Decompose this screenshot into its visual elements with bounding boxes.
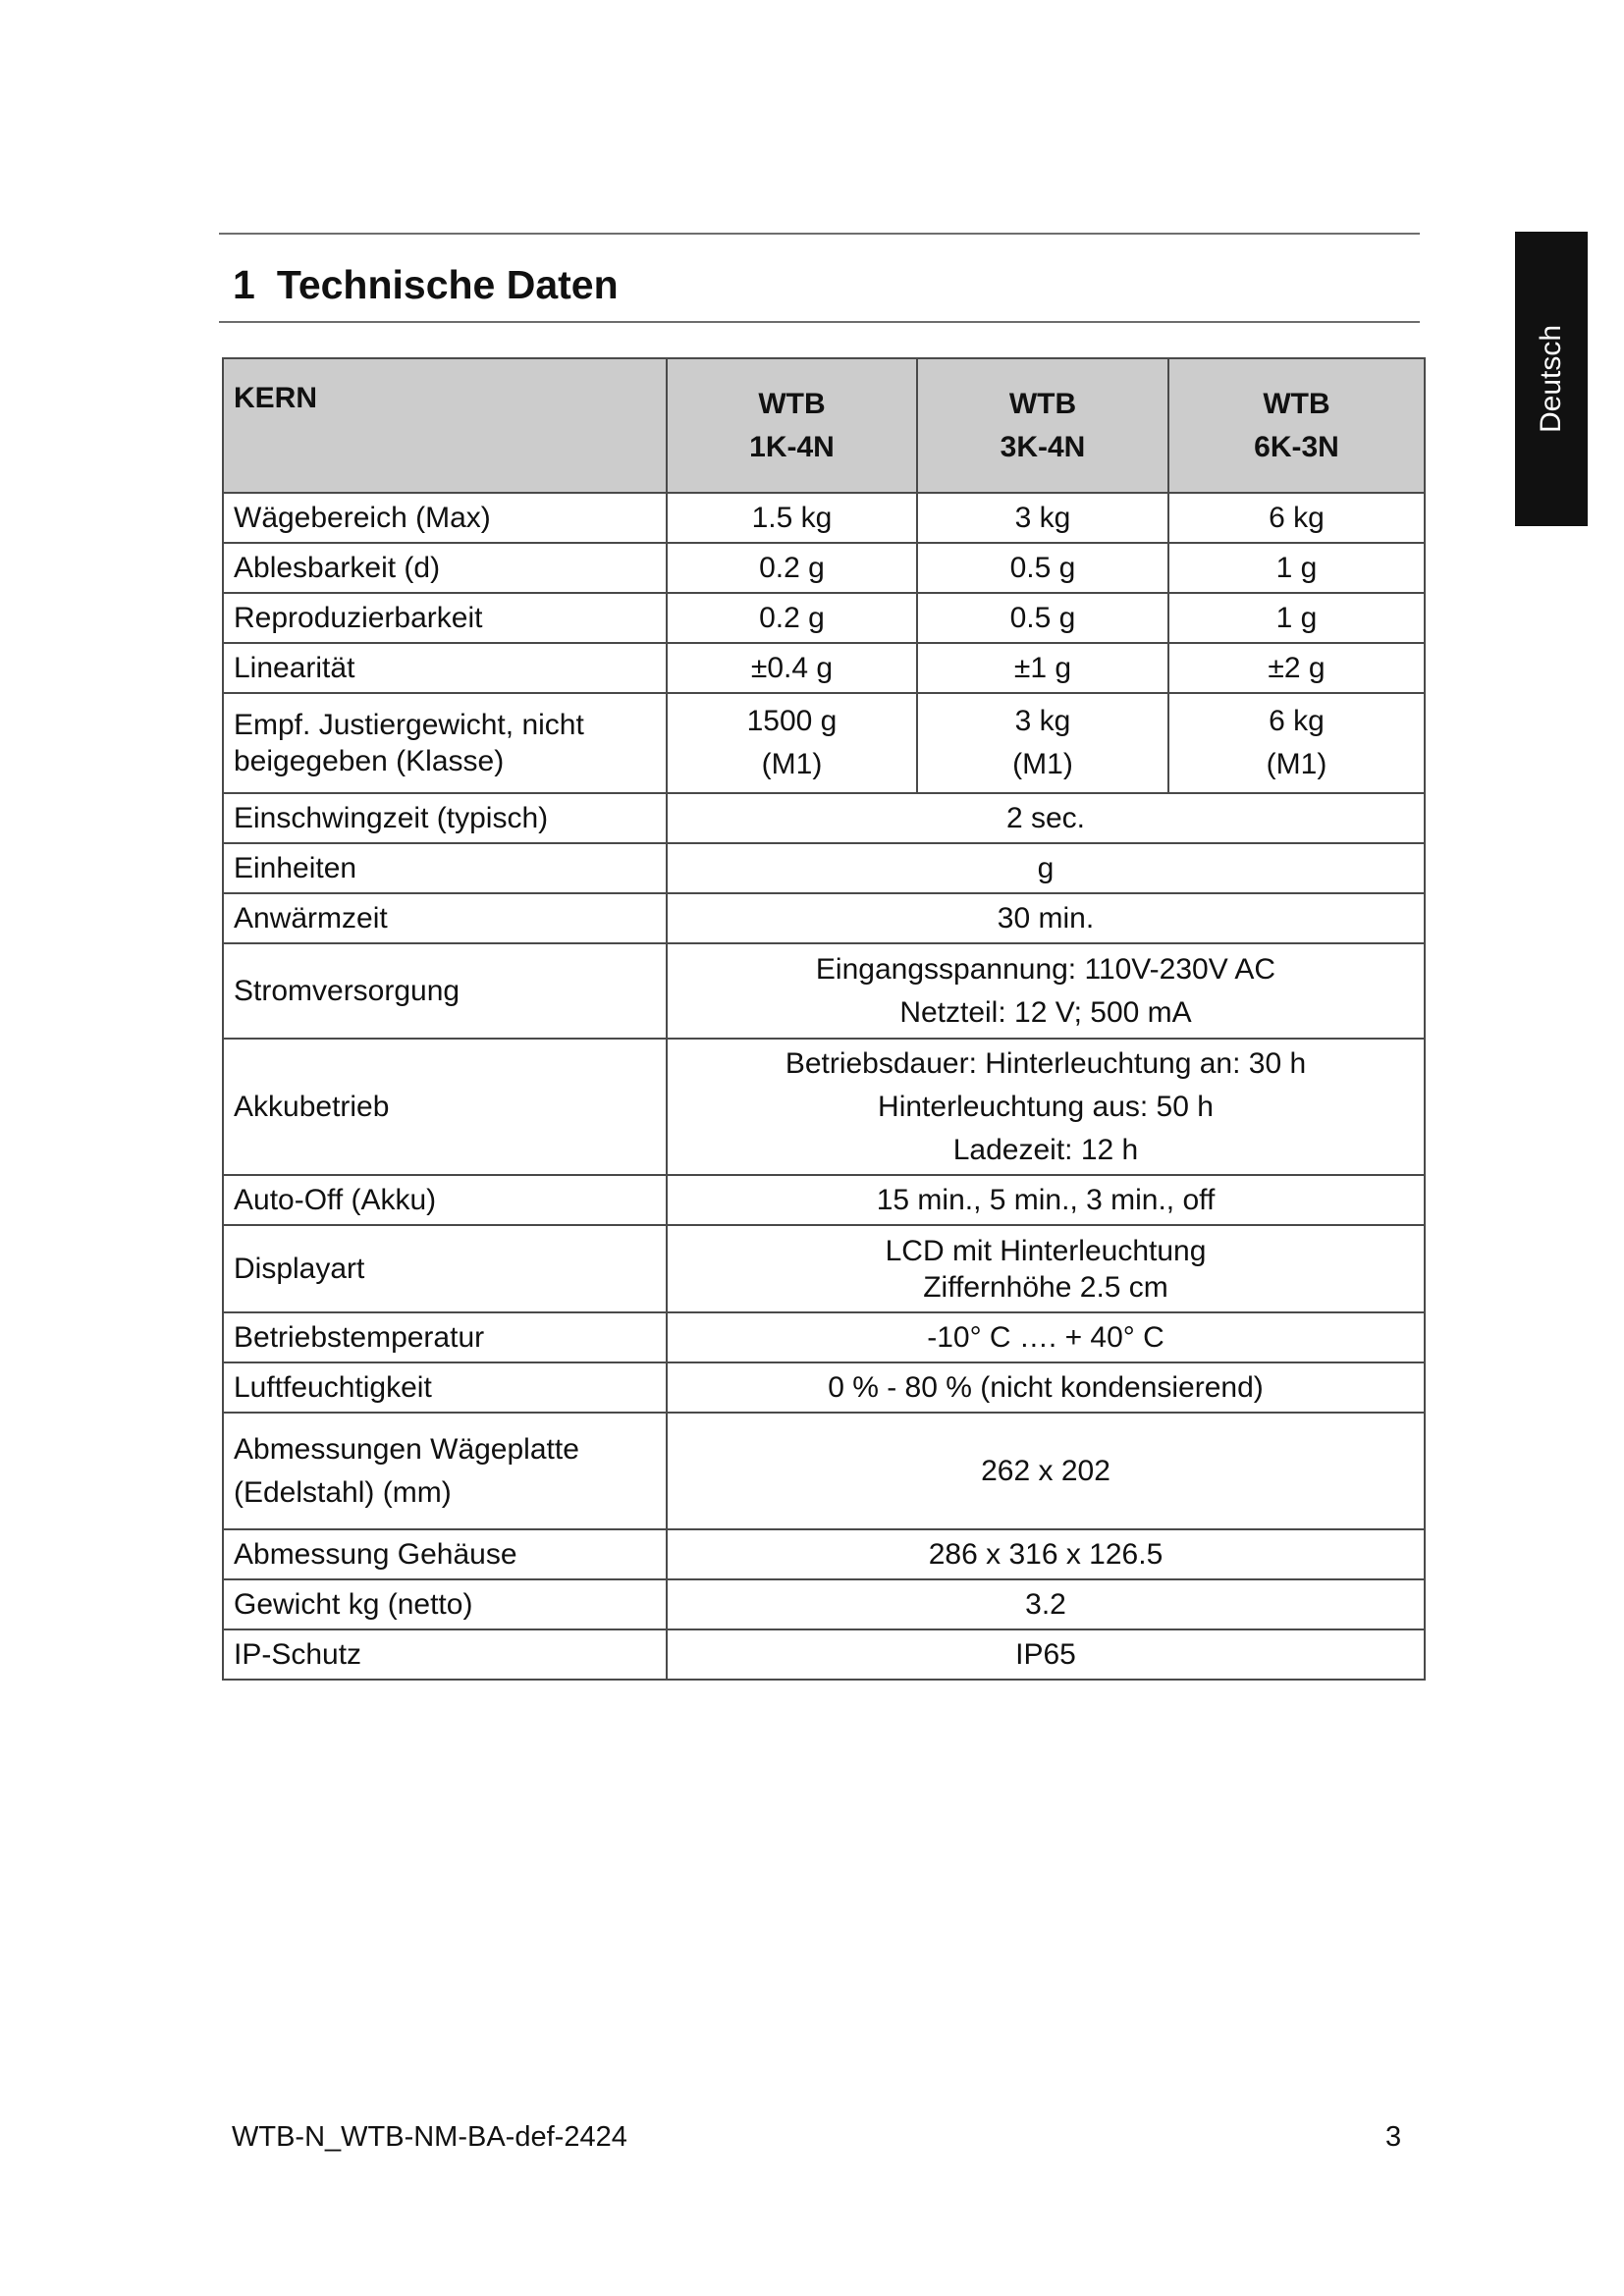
table-row bbox=[223, 1039, 1425, 1175]
cell-value: 1 g bbox=[1168, 543, 1425, 593]
model-header-3: WTB 6K-3N bbox=[1168, 358, 1425, 493]
table-row bbox=[223, 693, 1425, 793]
cell-value: 6 kg (M1) bbox=[1168, 693, 1425, 793]
cell-value: 286 x 316 x 126.5 bbox=[667, 1529, 1425, 1579]
table-row bbox=[223, 543, 1425, 593]
cell-value: LCD mit Hinterleuchtung Ziffernhöhe 2.5 cm bbox=[667, 1225, 1425, 1312]
row-label: Ablesbarkeit (d) bbox=[223, 543, 667, 593]
footer-page-number: 3 bbox=[1385, 2121, 1402, 2153]
row-label: Reproduzierbarkeit bbox=[223, 593, 667, 643]
cell-value: g bbox=[667, 843, 1425, 893]
model-header-1: WTB 1K-4N bbox=[667, 358, 917, 493]
row-label: Einschwingzeit (typisch) bbox=[223, 793, 667, 843]
table-row bbox=[223, 943, 1425, 1039]
table-row bbox=[223, 1413, 1425, 1529]
cell-value: 262 x 202 bbox=[667, 1413, 1425, 1529]
row-label: Abmessung Gehäuse bbox=[223, 1529, 667, 1579]
row-label: Akkubetrieb bbox=[223, 1039, 667, 1175]
language-tab bbox=[1515, 232, 1588, 526]
technical-data-table bbox=[222, 357, 1426, 1681]
section-number: 1 bbox=[233, 262, 255, 307]
cell-value: 0 % - 80 % (nicht kondensierend) bbox=[667, 1362, 1425, 1413]
cell-value: 15 min., 5 min., 3 min., off bbox=[667, 1175, 1425, 1225]
cell-value: 0.5 g bbox=[917, 593, 1168, 643]
table-row bbox=[223, 1362, 1425, 1413]
cell-value: 6 kg bbox=[1168, 493, 1425, 543]
header-rule-bottom bbox=[219, 321, 1420, 323]
row-label: Abmessungen Wägeplatte (Edelstahl) (mm) bbox=[223, 1413, 667, 1529]
section-heading bbox=[233, 262, 619, 307]
cell-value: -10° C …. + 40° C bbox=[667, 1312, 1425, 1362]
row-label: Stromversorgung bbox=[223, 943, 667, 1039]
table-row bbox=[223, 1579, 1425, 1629]
table-row bbox=[223, 893, 1425, 943]
table-row bbox=[223, 593, 1425, 643]
cell-value: 0.5 g bbox=[917, 543, 1168, 593]
section-title: Technische Daten bbox=[276, 262, 619, 307]
table-row bbox=[223, 1175, 1425, 1225]
cell-value: 30 min. bbox=[667, 893, 1425, 943]
footer-document-id: WTB-N_WTB-NM-BA-def-2424 bbox=[232, 2121, 627, 2153]
row-label: Auto-Off (Akku) bbox=[223, 1175, 667, 1225]
row-label: Gewicht kg (netto) bbox=[223, 1579, 667, 1629]
cell-value: 1500 g (M1) bbox=[667, 693, 917, 793]
brand-header: KERN bbox=[223, 358, 667, 493]
row-label: Displayart bbox=[223, 1225, 667, 1312]
table-row bbox=[223, 493, 1425, 543]
table-row bbox=[223, 1529, 1425, 1579]
cell-value: 1.5 kg bbox=[667, 493, 917, 543]
table-row bbox=[223, 1225, 1425, 1312]
cell-value: 3.2 bbox=[667, 1579, 1425, 1629]
cell-value: ±1 g bbox=[917, 643, 1168, 693]
cell-value: Betriebsdauer: Hinterleuchtung an: 30 h Hinterleuchtung aus: 50 h Ladezeit: 12 h bbox=[667, 1039, 1425, 1175]
row-label: Wägebereich (Max) bbox=[223, 493, 667, 543]
cell-value: 1 g bbox=[1168, 593, 1425, 643]
header-rule-top bbox=[219, 233, 1420, 235]
row-label: Linearität bbox=[223, 643, 667, 693]
cell-value: IP65 bbox=[667, 1629, 1425, 1680]
cell-value: ±2 g bbox=[1168, 643, 1425, 693]
table-header-row bbox=[223, 358, 1425, 493]
row-label: Anwärmzeit bbox=[223, 893, 667, 943]
cell-value: 0.2 g bbox=[667, 593, 917, 643]
row-label: Luftfeuchtigkeit bbox=[223, 1362, 667, 1413]
row-label: Empf. Justiergewicht, nicht beigegeben (Klasse) bbox=[223, 693, 667, 793]
table-row bbox=[223, 1312, 1425, 1362]
cell-value: 0.2 g bbox=[667, 543, 917, 593]
table-row bbox=[223, 643, 1425, 693]
row-label: Betriebstemperatur bbox=[223, 1312, 667, 1362]
language-tab-label: Deutsch bbox=[1535, 324, 1567, 434]
cell-value: 2 sec. bbox=[667, 793, 1425, 843]
table-row bbox=[223, 843, 1425, 893]
table-row bbox=[223, 793, 1425, 843]
row-label: IP-Schutz bbox=[223, 1629, 667, 1680]
row-label: Einheiten bbox=[223, 843, 667, 893]
model-header-2: WTB 3K-4N bbox=[917, 358, 1168, 493]
cell-value: 3 kg (M1) bbox=[917, 693, 1168, 793]
cell-value: 3 kg bbox=[917, 493, 1168, 543]
cell-value: ±0.4 g bbox=[667, 643, 917, 693]
cell-value: Eingangsspannung: 110V-230V AC Netzteil: 12 V; 500 mA bbox=[667, 943, 1425, 1039]
table-row bbox=[223, 1629, 1425, 1680]
